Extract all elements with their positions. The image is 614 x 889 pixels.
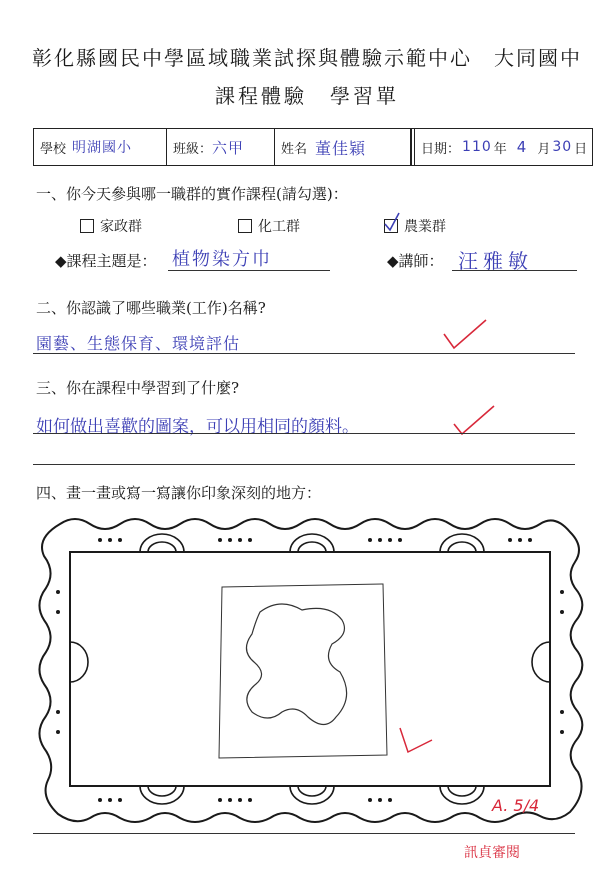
answer-2-line [33,353,575,354]
bottom-line [33,833,575,834]
option-label: 化工群 [258,219,300,235]
question-2: 二、你認識了哪些職業(工作)名稱? [36,299,266,317]
day-label: 日 [574,141,588,157]
red-checkmark-icon [440,316,490,352]
month-value: 4 [516,138,528,156]
answer-3: 如何做出喜歡的圖案，可以用相同的顏料。 [36,417,359,437]
day-value: 30 [552,139,573,155]
drawing-frame [30,512,592,832]
student-info-table [33,128,593,166]
teacher-value: 汪雅敏 [458,249,533,273]
topic-value: 植物染方巾 [172,249,272,270]
grade-mark: A. 5/4 [492,796,540,815]
question-1: 一、你今天參與哪一職群的實作課程(請勾選)： [36,185,348,203]
reviewer-signature: 訊貞審閱 [464,845,520,861]
name-value: 董佳穎 [315,138,367,158]
topic-label: ◆課程主題是： [55,252,157,270]
checkbox-agriculture[interactable] [384,219,398,233]
year-value: 110 [462,139,492,155]
checkbox-home-economics[interactable] [80,219,94,233]
checkbox-chemical[interactable] [238,219,252,233]
teacher-label: ◆講師： [387,252,444,270]
teacher-underline [452,270,577,271]
school-value: 明湖國小 [72,140,133,156]
school-cell [34,129,167,165]
class-cell: 班級 ： 六甲 [167,129,275,165]
name-cell [275,129,411,165]
year-label: 年 [493,141,507,157]
class-value: 六甲 [212,138,245,157]
option-agriculture[interactable] [384,216,446,236]
document-title: 彰化縣國民中學區域職業試探與體驗示範中心 大同國中 [32,46,582,70]
name-label: 姓名 [281,141,308,157]
option-label: 農業群 [404,219,446,235]
answer-3-line-1 [33,433,575,434]
option-label: 家政群 [100,219,142,235]
date-cell: 日期 ： 110 年 4 月 30 日 [411,129,592,165]
red-checkmark-icon [396,718,436,758]
month-label: 月 [537,141,551,157]
question-4: 四、畫一畫或寫一寫讓你印象深刻的地方： [36,484,322,502]
answer-2: 園藝、生態保育、環境評估 [36,334,241,353]
school-label: 學校 [40,141,67,157]
checkmark-icon [383,212,401,232]
question-3: 三、你在課程中學習到了什麼? [36,379,240,397]
document-subtitle: 課程體驗 學習單 [215,84,399,108]
option-chemical[interactable] [238,216,300,236]
class-label: 班級 [173,141,200,157]
answer-3-line-2 [33,464,575,465]
topic-underline [168,270,330,271]
option-home-economics[interactable] [80,216,142,236]
date-label: 日期 [421,141,448,157]
